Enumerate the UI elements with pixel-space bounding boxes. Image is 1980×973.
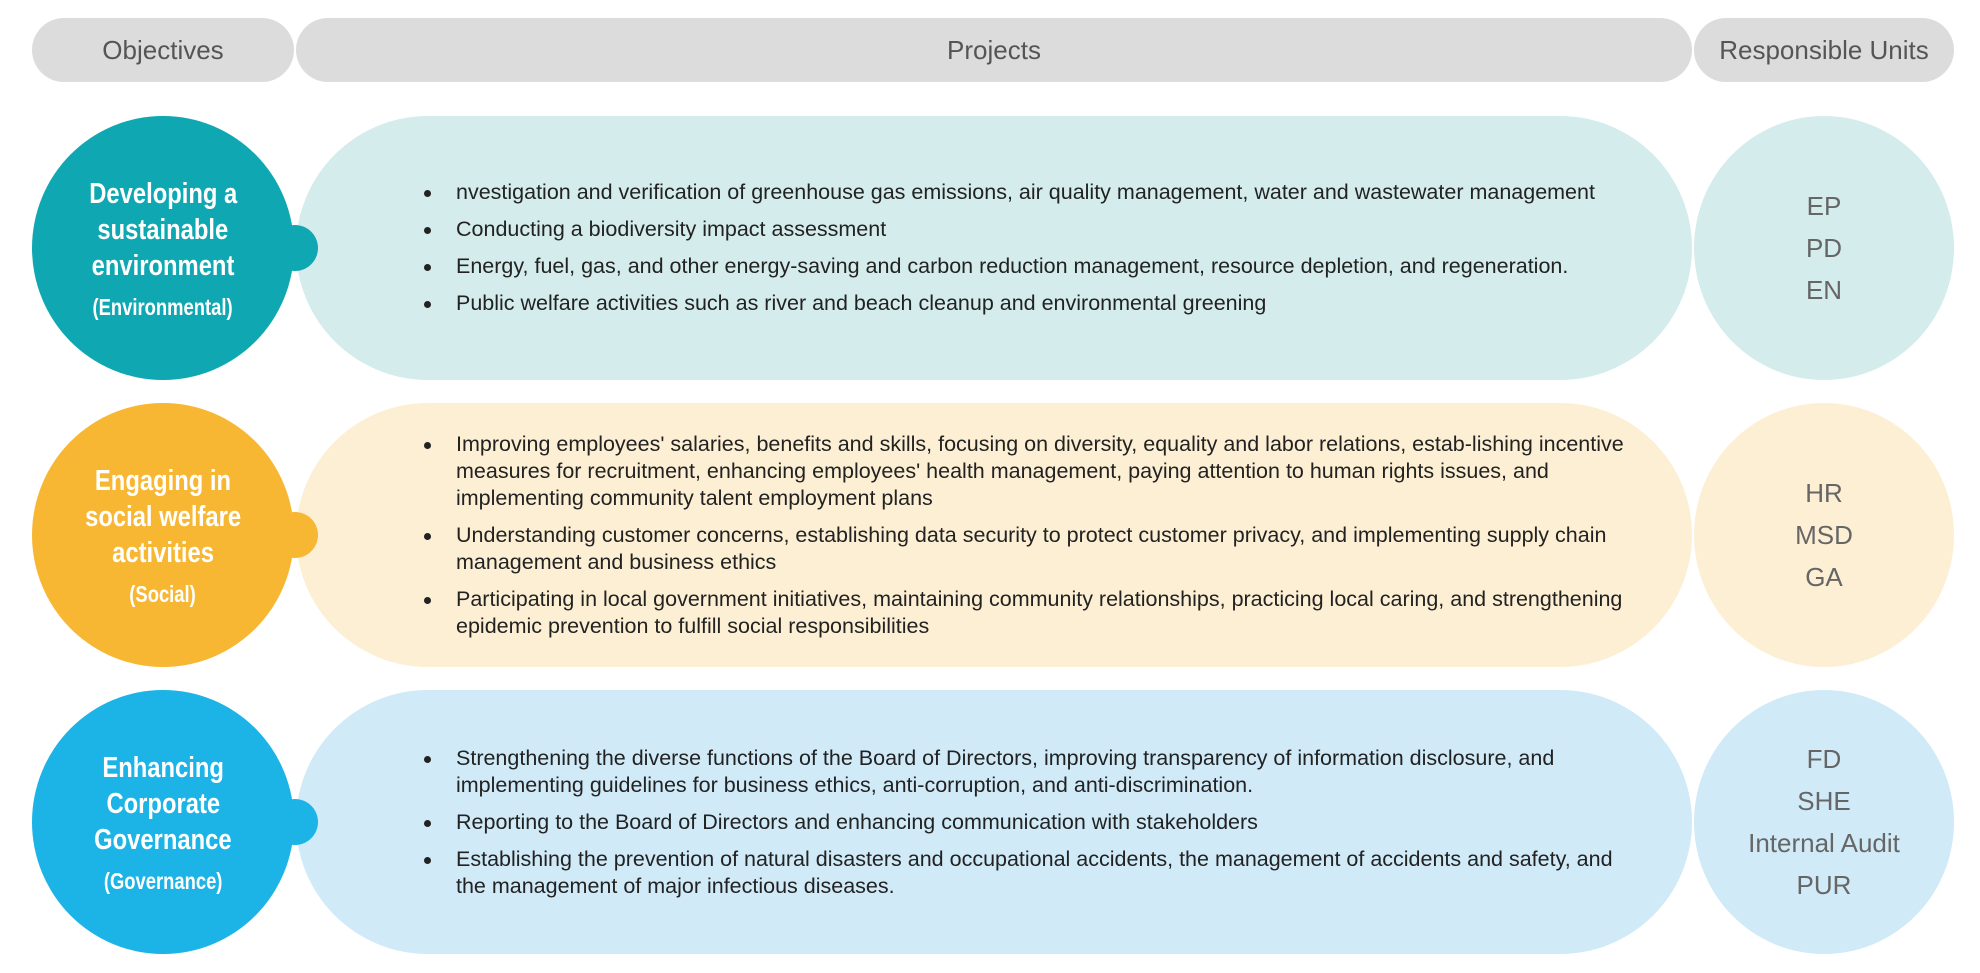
- units-circle-environmental: [1694, 116, 1954, 380]
- objective-circle-governance: [32, 690, 294, 954]
- unit-label: EN: [1805, 275, 1843, 305]
- objective-subtitle: (Governance): [103, 867, 223, 894]
- project-item: Strengthening the diverse functions of the Board of Directors, improving transparency of information disclosure, and implementing guidelines for business ethics, anti-corruption, and anti-discrimination.: [424, 745, 1624, 799]
- objective-title-line: Governance: [94, 823, 232, 856]
- objective-title-line: Engaging in: [94, 464, 232, 497]
- units-circle-governance: [1694, 690, 1954, 954]
- project-item: Participating in local government initiatives, maintaining community relationships, practicing local caring, and strengthening epidemic prevention to fulfill social responsibilities: [424, 586, 1624, 640]
- projects-panel-environmental: [296, 116, 1692, 380]
- unit-label: EP: [1806, 191, 1842, 221]
- header-projects: Projects: [296, 18, 1692, 82]
- unit-label: PD: [1805, 233, 1843, 263]
- project-item: Understanding customer concerns, establishing data security to protect customer privacy, and implementing supply chain management and business ethics: [424, 522, 1624, 576]
- unit-label: FD: [1806, 744, 1842, 774]
- projects-list: [296, 431, 1624, 640]
- objective-row-social: [0, 403, 1980, 667]
- objective-subtitle: (Environmental): [92, 293, 234, 320]
- objective-subtitle: (Social): [129, 580, 197, 607]
- unit-label: PUR: [1796, 870, 1852, 900]
- objective-title-line: Corporate: [106, 787, 220, 820]
- unit-label: GA: [1805, 562, 1843, 592]
- projects-panel-governance: [296, 690, 1692, 954]
- header-objectives: Objectives: [32, 18, 294, 82]
- projects-list: [296, 745, 1624, 900]
- objective-title-line: Enhancing: [102, 751, 224, 784]
- projects-list: [296, 179, 1624, 317]
- project-item: Establishing the prevention of natural disasters and occupational accidents, the management of accidents and safety, and the management of major infectious diseases.: [424, 846, 1624, 900]
- header-responsible-units: Responsible Units: [1694, 18, 1954, 82]
- objective-title-line: social welfare: [85, 500, 241, 533]
- objective-title-line: Developing a: [88, 177, 238, 210]
- objective-title-line: sustainable: [97, 213, 229, 246]
- objective-title-line: environment: [91, 249, 235, 282]
- project-item: Improving employees' salaries, benefits and skills, focusing on diversity, equality and labor relations, estab-lishing incentive measures for recruitment, enhancing employees' health management, paying attention to human rights issues, and implementing community talent employment plans: [424, 431, 1624, 512]
- project-item: Energy, fuel, gas, and other energy-saving and carbon reduction management, resource depletion, and regeneration.: [424, 253, 1624, 280]
- objective-circle-social: [32, 403, 294, 667]
- objective-title-line: activities: [112, 536, 214, 569]
- unit-label: Internal Audit: [1748, 828, 1900, 858]
- objective-row-governance: [0, 690, 1980, 954]
- projects-panel-social: [296, 403, 1692, 667]
- unit-label: SHE: [1797, 786, 1851, 816]
- unit-label: MSD: [1795, 520, 1853, 550]
- project-item: nvestigation and verification of greenhouse gas emissions, air quality management, water and wastewater management: [424, 179, 1624, 206]
- objective-circle-environmental: [32, 116, 294, 380]
- project-item: Conducting a biodiversity impact assessment: [424, 216, 1624, 243]
- project-item: Public welfare activities such as river and beach cleanup and environmental greening: [424, 290, 1624, 317]
- project-item: Reporting to the Board of Directors and enhancing communication with stakeholders: [424, 809, 1624, 836]
- objective-row-environmental: [0, 116, 1980, 380]
- unit-label: HR: [1805, 478, 1843, 508]
- units-circle-social: [1694, 403, 1954, 667]
